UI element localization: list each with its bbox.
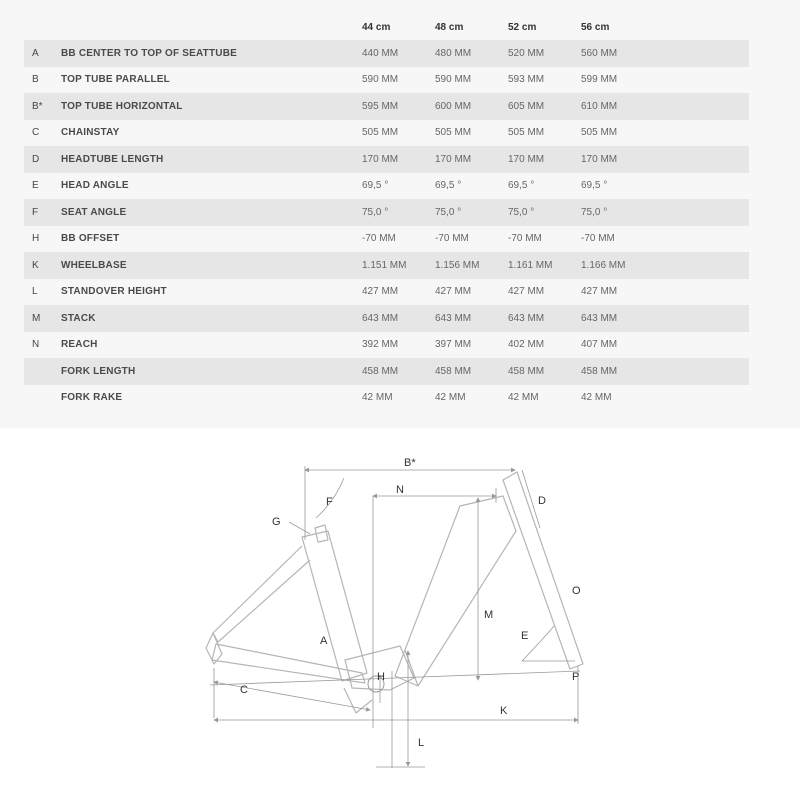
row-value: 600 MM xyxy=(435,93,508,120)
row-value: 42 MM xyxy=(362,392,393,404)
row-value: 42 MM xyxy=(508,392,539,404)
row-value: 75,0 ° xyxy=(435,199,508,226)
row-name: BB OFFSET xyxy=(61,233,120,245)
header-code xyxy=(24,14,61,40)
row-value: 75,0 ° xyxy=(362,199,435,226)
row-value: 590 MM xyxy=(435,74,472,86)
table-row xyxy=(24,358,749,385)
row-value: 643 MM xyxy=(362,305,435,332)
row-value: 397 MM xyxy=(435,339,472,351)
table-header-row xyxy=(24,14,749,40)
table-row xyxy=(24,332,749,359)
geometry-table xyxy=(24,14,749,411)
row-value: 170 MM xyxy=(581,146,749,173)
row-value: 1.156 MM xyxy=(435,252,508,279)
row-value: 402 MM xyxy=(508,339,545,351)
label-o: O xyxy=(572,585,581,597)
row-value: 458 MM xyxy=(508,358,581,385)
frame-geometry-diagram xyxy=(0,428,800,800)
row-value: 170 MM xyxy=(508,146,581,173)
label-a: A xyxy=(320,635,328,647)
row-value: 42 MM xyxy=(435,392,466,404)
table-row xyxy=(24,279,749,306)
label-g: G xyxy=(272,516,281,528)
row-value: 593 MM xyxy=(508,74,545,86)
row-name: SEAT ANGLE xyxy=(61,199,362,226)
row-name: FORK LENGTH xyxy=(61,358,362,385)
bike-frame-outline xyxy=(206,472,583,713)
label-b-star: B* xyxy=(404,457,416,469)
row-value: 69,5 ° xyxy=(362,180,389,192)
header-name xyxy=(61,14,362,40)
row-name: HEAD ANGLE xyxy=(61,180,129,192)
row-code: K xyxy=(24,252,61,279)
row-value: 599 MM xyxy=(581,74,618,86)
header-size-44: 44 cm xyxy=(362,21,391,33)
table-row xyxy=(24,120,749,147)
row-value: -70 MM xyxy=(362,233,396,245)
row-value: 1.161 MM xyxy=(508,252,581,279)
label-p: P xyxy=(572,671,580,683)
row-value: 42 MM xyxy=(581,392,612,404)
row-value: 69,5 ° xyxy=(581,180,608,192)
table-row xyxy=(24,146,749,173)
header-size-52: 52 cm xyxy=(508,21,537,33)
table-row xyxy=(24,305,749,332)
table-row xyxy=(24,199,749,226)
row-code: N xyxy=(32,339,40,351)
row-value: 75,0 ° xyxy=(581,199,749,226)
row-value: 643 MM xyxy=(435,305,508,332)
row-value: 69,5 ° xyxy=(508,180,535,192)
row-name: WHEELBASE xyxy=(61,252,362,279)
row-name: STACK xyxy=(61,305,362,332)
row-code: C xyxy=(32,127,40,139)
label-l: L xyxy=(418,737,425,749)
row-name: TOP TUBE HORIZONTAL xyxy=(61,93,362,120)
row-name: HEADTUBE LENGTH xyxy=(61,146,362,173)
row-value: 505 MM xyxy=(581,127,618,139)
row-code: L xyxy=(32,286,38,298)
label-e: E xyxy=(521,630,529,642)
header-size-48: 48 cm xyxy=(435,21,464,33)
table-row xyxy=(24,173,749,200)
row-name: TOP TUBE PARALLEL xyxy=(61,74,170,86)
row-value: 458 MM xyxy=(581,358,749,385)
table-row xyxy=(24,252,749,279)
row-value: 480 MM xyxy=(435,40,508,67)
row-value: 595 MM xyxy=(362,93,435,120)
row-code: B* xyxy=(24,93,61,120)
row-code: D xyxy=(24,146,61,173)
label-f: F xyxy=(326,496,333,508)
row-value: 407 MM xyxy=(581,339,618,351)
row-value: 458 MM xyxy=(362,358,435,385)
table-row xyxy=(24,226,749,253)
row-value: 75,0 ° xyxy=(508,199,581,226)
row-value: 643 MM xyxy=(581,305,749,332)
row-code: B xyxy=(32,74,39,86)
label-k: K xyxy=(500,705,508,717)
row-value: 440 MM xyxy=(362,40,435,67)
row-name: CHAINSTAY xyxy=(61,127,120,139)
row-code xyxy=(24,358,61,385)
row-value: 170 MM xyxy=(362,146,435,173)
row-value: 505 MM xyxy=(435,127,472,139)
row-name: STANDOVER HEIGHT xyxy=(61,286,167,298)
row-code xyxy=(24,385,61,412)
label-h: H xyxy=(377,671,385,683)
row-name: FORK RAKE xyxy=(61,392,123,404)
row-value: 560 MM xyxy=(581,40,749,67)
row-code: H xyxy=(32,233,40,245)
table-row xyxy=(24,67,749,94)
row-name: REACH xyxy=(61,339,98,351)
table-row xyxy=(24,93,749,120)
row-code: E xyxy=(32,180,39,192)
row-value: 1.151 MM xyxy=(362,252,435,279)
row-value: -70 MM xyxy=(435,233,469,245)
row-value: 590 MM xyxy=(362,74,399,86)
row-value: 605 MM xyxy=(508,93,581,120)
row-value: 505 MM xyxy=(362,127,399,139)
row-value: 69,5 ° xyxy=(435,180,462,192)
row-value: -70 MM xyxy=(508,233,542,245)
row-value: 170 MM xyxy=(435,146,508,173)
row-code: A xyxy=(24,40,61,67)
row-code: F xyxy=(24,199,61,226)
label-c: C xyxy=(240,684,248,696)
label-n: N xyxy=(396,484,404,496)
row-value: 643 MM xyxy=(508,305,581,332)
row-value: 458 MM xyxy=(435,358,508,385)
row-code: M xyxy=(24,305,61,332)
header-size-56: 56 cm xyxy=(581,21,610,33)
row-value: 427 MM xyxy=(581,286,618,298)
row-value: 1.166 MM xyxy=(581,252,749,279)
row-name: BB CENTER TO TOP OF SEATTUBE xyxy=(61,40,362,67)
label-d: D xyxy=(538,495,546,507)
row-value: 520 MM xyxy=(508,40,581,67)
row-value: 610 MM xyxy=(581,93,749,120)
label-m: M xyxy=(484,609,494,621)
dimension-lines xyxy=(210,466,580,768)
table-row xyxy=(24,385,749,412)
row-value: 427 MM xyxy=(508,286,545,298)
table-row xyxy=(24,40,749,67)
row-value: 427 MM xyxy=(362,286,399,298)
row-value: 392 MM xyxy=(362,339,399,351)
row-value: 427 MM xyxy=(435,286,472,298)
row-value: -70 MM xyxy=(581,233,615,245)
row-value: 505 MM xyxy=(508,127,545,139)
